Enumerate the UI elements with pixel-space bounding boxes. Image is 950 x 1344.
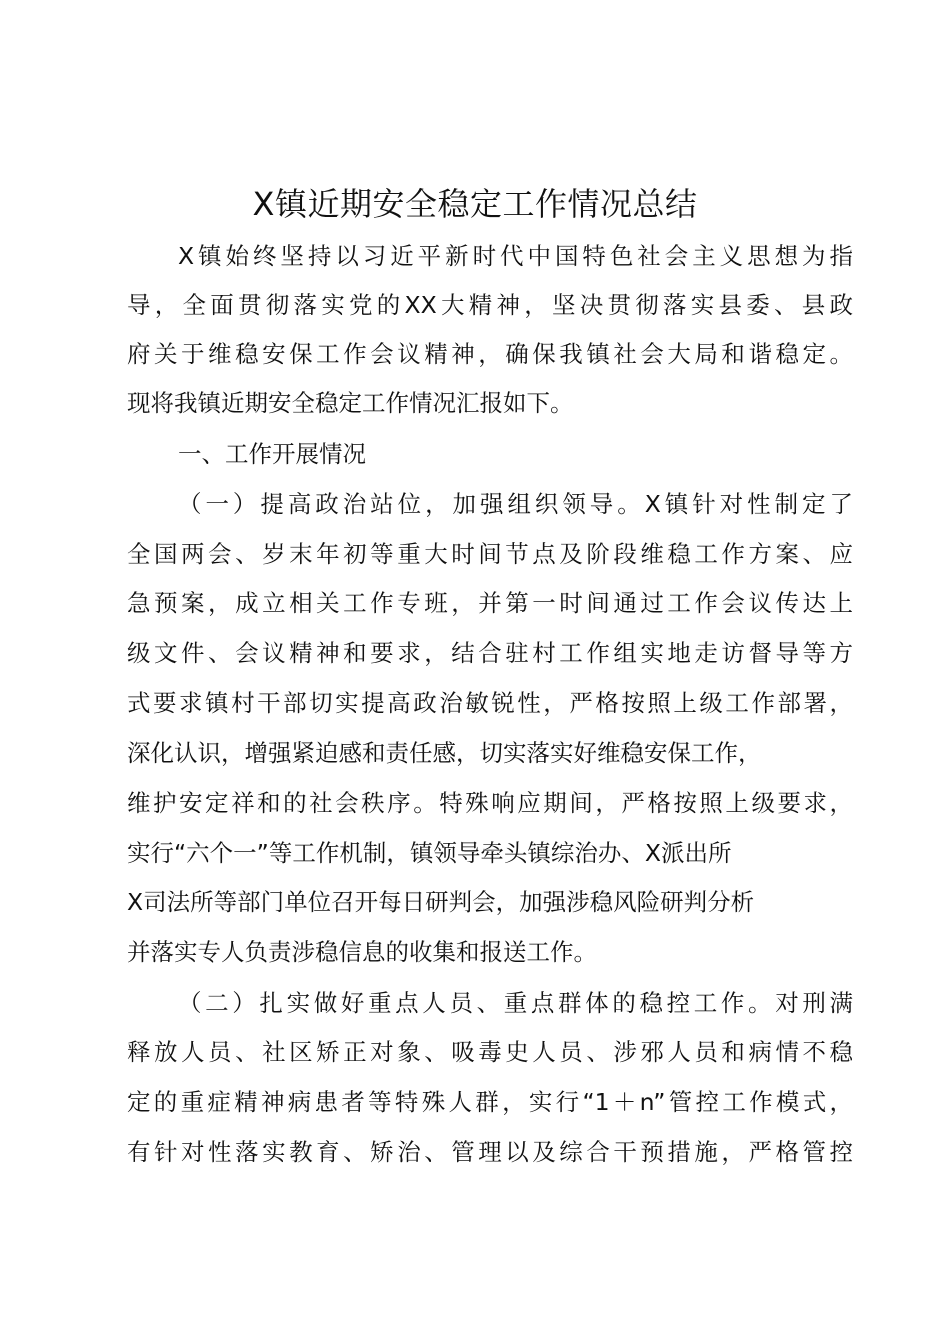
paragraph-line: 式要求镇村干部切实提高政治敏锐性，严格按照上级工作部署，: [127, 689, 853, 717]
paragraph-line: （二）扎实做好重点人员、重点群体的稳控工作。对刑满: [178, 989, 853, 1017]
paragraph-line: X镇始终坚持以习近平新时代中国特色社会主义思想为指: [178, 242, 853, 270]
paragraph-line: 急预案，成立相关工作专班，并第一时间通过工作会议传达上: [127, 589, 853, 617]
paragraph-line: 深化认识，增强紧迫感和责任感，切实落实好维稳安保工作，: [127, 739, 762, 767]
paragraph-line: 并落实专人负责涉稳信息的收集和报送工作。: [127, 938, 597, 966]
paragraph-line: X司法所等部门单位召开每日研判会，加强涉稳风险研判分析: [127, 888, 755, 916]
paragraph-line: 现将我镇近期安全稳定工作情况汇报如下。: [127, 389, 574, 417]
paragraph-line: 导，全面贯彻落实党的XX大精神，坚决贯彻落实县委、县政: [127, 291, 853, 319]
paragraph-line: 府关于维稳安保工作会议精神，确保我镇社会大局和谐稳定。: [127, 340, 853, 368]
paragraph-line: 级文件、会议精神和要求，结合驻村工作组实地走访督导等方: [127, 639, 853, 667]
paragraph-line: 实行“六个一”等工作机制，镇领导牵头镇综治办、X派出所: [127, 839, 732, 867]
paragraph-line: 全国两会、岁末年初等重大时间节点及阶段维稳工作方案、应: [127, 540, 853, 568]
paragraph-line: 维护安定祥和的社会秩序。特殊响应期间，严格按照上级要求，: [127, 789, 853, 817]
paragraph-line: 定的重症精神病患者等特殊人群，实行“1＋n”管控工作模式，: [127, 1088, 853, 1116]
document-title: X镇近期安全稳定工作情况总结: [252, 185, 698, 223]
paragraph-line: 释放人员、社区矫正对象、吸毒史人员、涉邪人员和病情不稳: [127, 1038, 853, 1066]
section-heading: 一、工作开展情况: [178, 440, 366, 468]
paragraph-line: （一）提高政治站位，加强组织领导。X镇针对性制定了: [178, 490, 853, 518]
paragraph-line: 有针对性落实教育、矫治、管理以及综合干预措施，严格管控: [127, 1138, 853, 1166]
